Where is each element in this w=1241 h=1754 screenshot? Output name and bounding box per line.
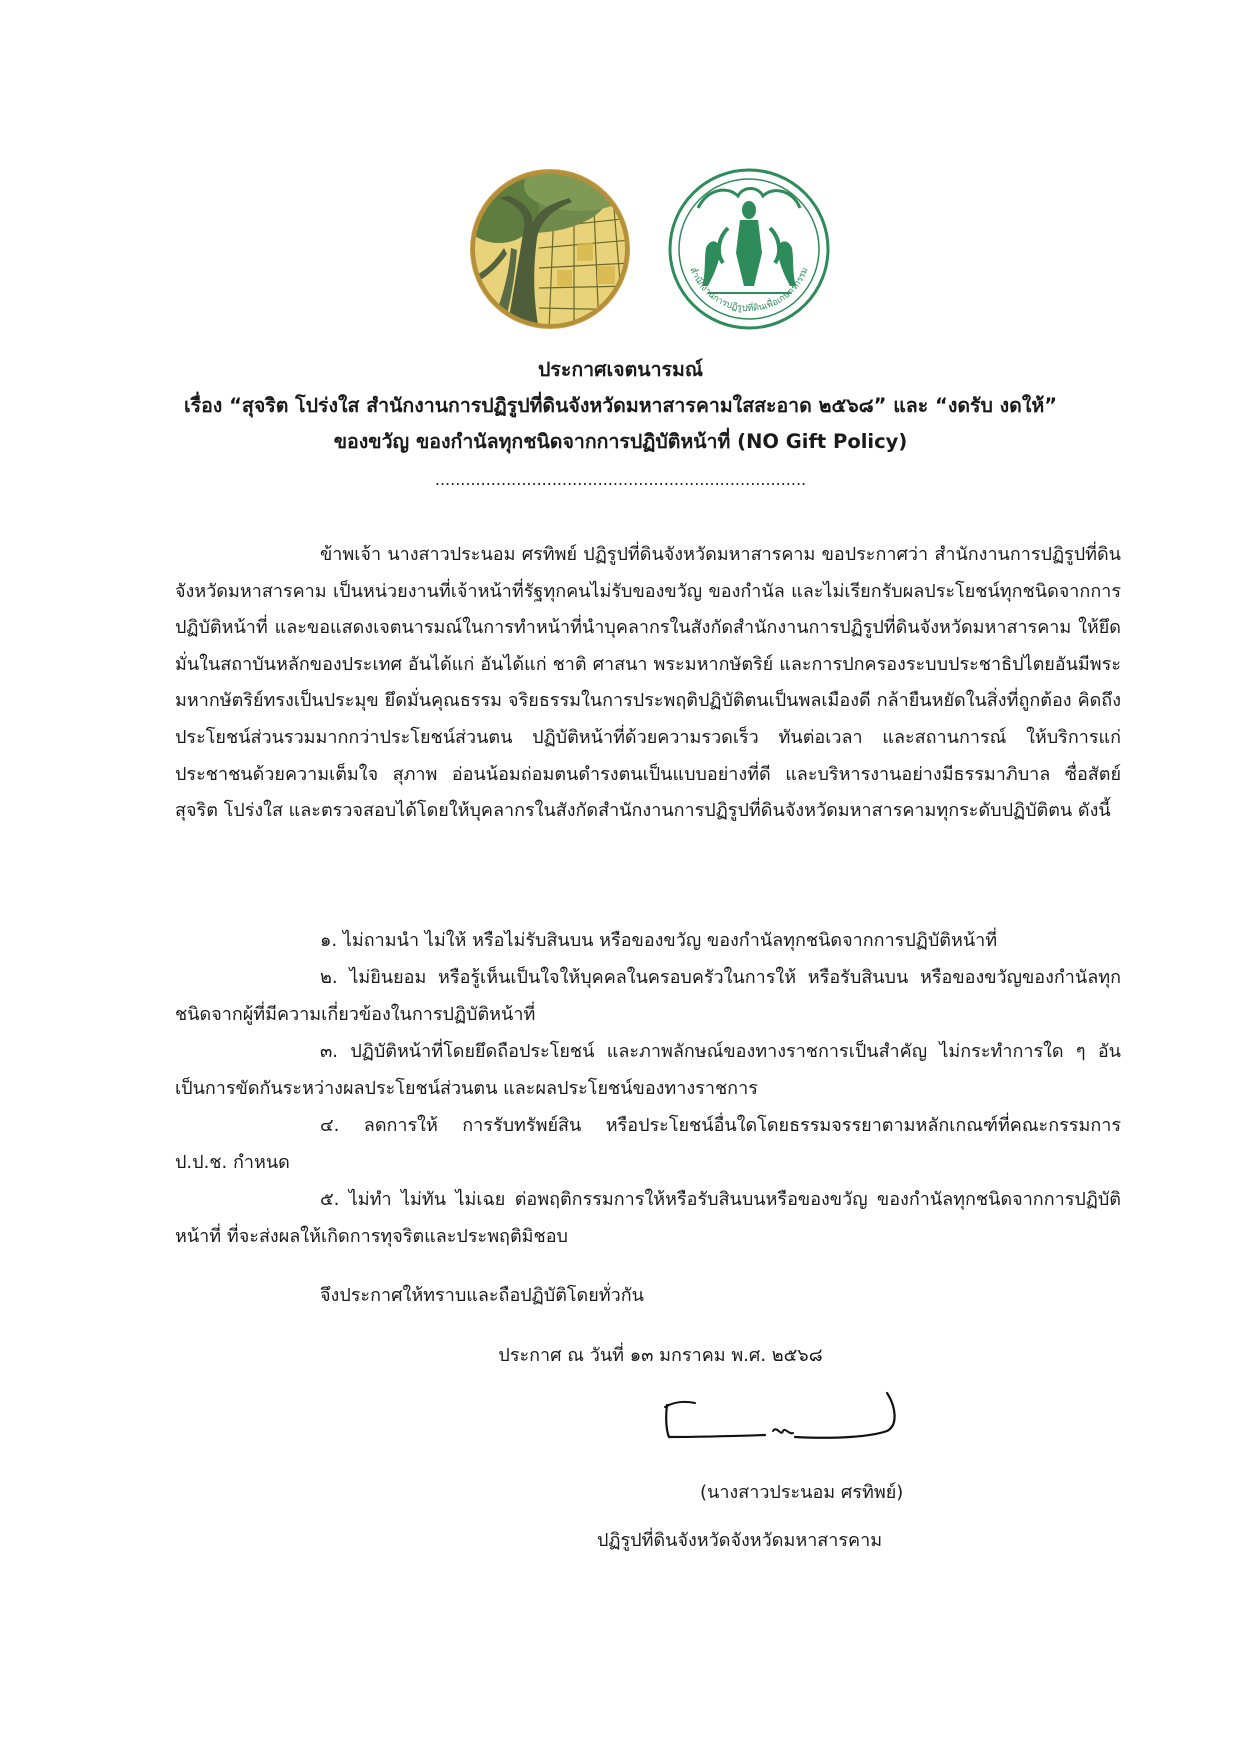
title-subject-line: เรื่อง “สุจริต โปร่งใส สำนักงานการปฏิรูปที่ดินจังหวัดมหาสารคามใสสะอาด ๒๕๖๘” และ “งดรับ งดให้” [183, 394, 1058, 417]
signature-icon [655, 1385, 925, 1465]
title-heading: ประกาศเจตนารมณ์ [538, 358, 703, 381]
alro-seal-icon [668, 168, 830, 330]
closing-statement: จึงประกาศให้ทราบและถือปฏิบัติโดยทั่วกัน [320, 1285, 644, 1306]
pledge-item: ๑. ไม่ถามนำ ไม่ให้ หรือไม่รับสินบน หรือของขวัญ ของกำนัลทุกชนิดจากการปฏิบัติหน้าที่ [320, 930, 998, 951]
tree-field-emblem-icon [469, 168, 631, 330]
pledge-list [175, 922, 1121, 1255]
signer-name: (นางสาวประนอม ศรทิพย์) [700, 1482, 904, 1503]
pledge-item: ๔. ลดการให้ การรับทรัพย์สิน หรือประโยชน์อื่นใดโดยธรรมจรรยาตามหลักเกณฑ์ที่คณะกรรมการ ป.ป.ช. กำหนด [175, 1115, 1121, 1173]
title-subject-line-2: ของขวัญ ของกำนัลทุกชนิดจากการปฏิบัติหน้าที่ (NO Gift Policy) [333, 430, 908, 453]
announcement-title [150, 352, 1091, 460]
pledge-item: ๓. ปฏิบัติหน้าที่โดยยึดถือประโยชน์ และภาพลักษณ์ของทางราชการเป็นสำคัญ ไม่กระทำการใด ๆ อันเป็นการขัดกันระหว่างผลประโยชน์ส่วนตน และผลประโยชน์ของทางราชการ [175, 1041, 1121, 1099]
logo-row [0, 168, 1241, 333]
announcement-date: ประกาศ ณ วันที่ ๑๓ มกราคม พ.ศ. ๒๕๖๘ [498, 1345, 823, 1366]
signer-position: ปฏิรูปที่ดินจังหวัดจังหวัดมหาสารคาม [597, 1530, 883, 1551]
title-divider: ......................................................................... [434, 470, 807, 489]
intro-text: ข้าพเจ้า นางสาวประนอม ศรทิพย์ ปฏิรูปที่ดินจังหวัดมหาสารคาม ขอประกาศว่า สำนักงานการปฏิรูปที่ดินจังหวัดมหาสารคาม เป็นหน่วยงานที่เจ้าหน้าที่รัฐทุกคนไม่รับของขวัญ ของกำนัล และไม่เรียกรับผลประโยชน์ทุกชนิดจากการปฏิบัติหน้าที่ และขอแสดงเจตนารมณ์ในการทำหน้าที่นำบุคลากรในสังกัดสำนักงานการปฏิรูปที่ดินจังหวัดมหาสารคาม ให้ยึดมั่นในสถาบันหลักของประเทศ อันได้แก่ อันได้แก่ ชาติ ศาสนา พระมหากษัตริย์ และการปกครองระบบประชาธิปไตยอันมีพระมหากษัตริย์ทรงเป็นประมุข ยึดมั่นคุณธรรม จริยธรรมในการประพฤติปฏิบัติตนเป็นพลเมืองดี กล้ายืนหยัดในสิ่งที่ถูกต้อง คิดถึงประโยชน์ส่วนรวมมากกว่าประโยชน์ส่วนตน ปฏิบัติหน้าที่ด้วยความรวดเร็ว ทันต่อเวลา และสถานการณ์ ให้บริการแก่ประชาชนด้วยความเต็มใจ สุภาพ อ่อนน้อมถ่อมตนดำรงตนเป็นแบบอย่างที่ดี และบริหารงานอย่างมีธรรมาภิบาล ซื่อสัตย์สุจริต โปร่งใส และตรวจสอบได้โดยให้บุคลากรในสังกัดสำนักงานการปฏิรูปที่ดินจังหวัดมหาสารคามทุกระดับปฏิบัติตน ดังนี้ [175, 544, 1121, 822]
seal-text: สำนักงานการปฏิรูปที่ดินเพื่อเกษตรกรรม [687, 266, 811, 314]
intro-paragraph [175, 537, 1121, 830]
pledge-item: ๕. ไม่ทำ ไม่ทัน ไม่เฉย ต่อพฤติกรรมการให้หรือรับสินบนหรือของขวัญ ของกำนัลทุกชนิดจากการปฏิบัติหน้าที่ ที่จะส่งผลให้เกิดการทุจริตและประพฤติมิชอบ [175, 1189, 1121, 1247]
pledge-item: ๒. ไม่ยินยอม หรือรู้เห็นเป็นใจให้บุคคลในครอบครัวในการให้ หรือรับสินบน หรือของขวัญของกำนัลทุกชนิดจากผู้ที่มีความเกี่ยวข้องในการปฏิบัติหน้าที่ [175, 967, 1121, 1025]
